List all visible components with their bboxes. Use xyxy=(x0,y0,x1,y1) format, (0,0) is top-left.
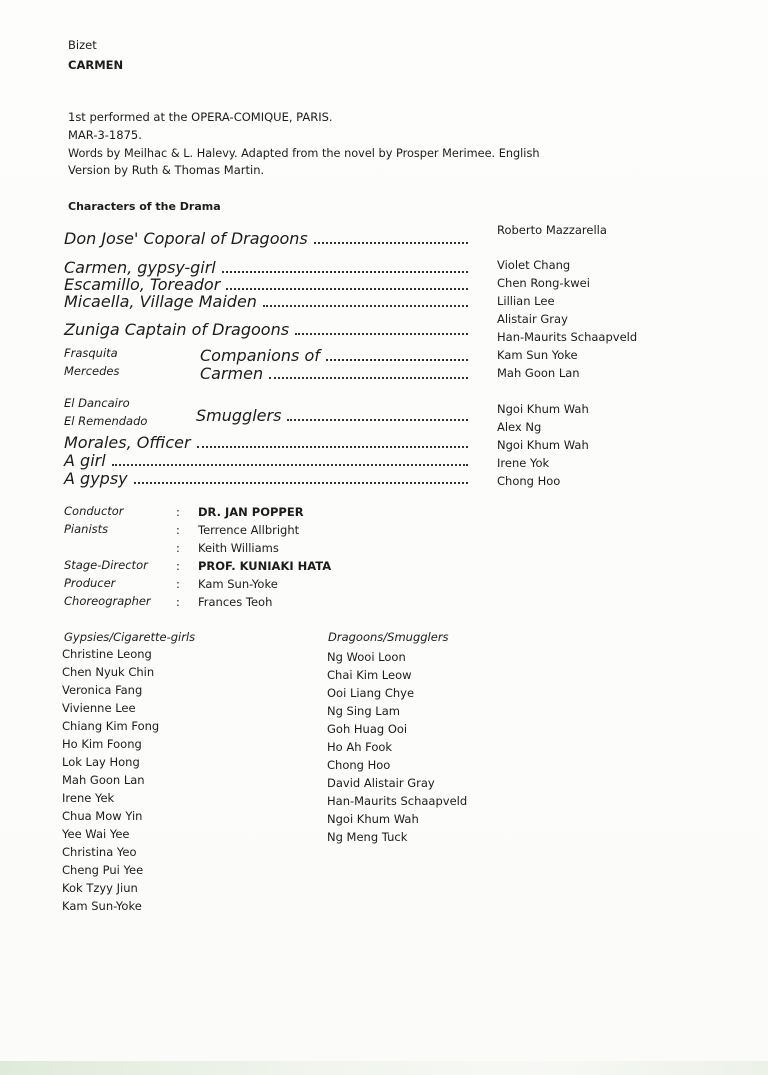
staff-sep: : xyxy=(176,559,180,573)
performed-line: 1st performed at the OPERA-COMIQUE, PARIS. xyxy=(68,110,333,124)
staff-name: DR. JAN POPPER xyxy=(198,505,304,519)
companions-line-2 xyxy=(200,364,474,383)
staff-role: Producer xyxy=(64,576,116,590)
actor-name: Alistair Gray xyxy=(497,312,568,326)
role-line-a-girl xyxy=(64,451,474,470)
role-name: Zuniga Captain of Dragoons xyxy=(64,320,290,339)
cast-member: Yee Wai Yee xyxy=(62,827,130,841)
cast-member: Christine Leong xyxy=(62,647,152,661)
role-name: Mercedes xyxy=(64,364,120,378)
role-line-morales xyxy=(64,433,474,452)
cast-member: Ngoi Khum Wah xyxy=(327,812,419,826)
cast-member: Cheng Pui Yee xyxy=(62,863,144,877)
cast-member: Ng Wooi Loon xyxy=(327,650,406,664)
cast-member: Chong Hoo xyxy=(327,758,391,772)
staff-sep: : xyxy=(176,541,180,555)
companions-line xyxy=(200,346,474,365)
cast-member: Ng Sing Lam xyxy=(327,704,400,718)
role-line-micaella xyxy=(64,292,474,311)
staff-sep: : xyxy=(176,505,180,519)
staff-role: Choreographer xyxy=(64,594,151,608)
role-name: Escamillo, Toreador xyxy=(64,275,221,294)
cast-member: Han-Maurits Schaapveld xyxy=(327,794,468,808)
staff-sep: : xyxy=(176,523,180,537)
cast-member: David Alistair Gray xyxy=(327,776,435,790)
opera-title: CARMEN xyxy=(68,58,124,72)
actor-name: Roberto Mazzarella xyxy=(497,223,607,237)
actor-name: Irene Yok xyxy=(497,456,550,470)
dragoons-heading: Dragoons/Smugglers xyxy=(328,630,449,644)
cast-member: Lok Lay Hong xyxy=(62,755,140,769)
cast-member: Kam Sun-Yoke xyxy=(62,899,142,913)
performance-date: MAR-3-1875. xyxy=(68,128,142,142)
role-name: Frasquita xyxy=(64,346,118,360)
actor-name: Chen Rong-kwei xyxy=(497,276,590,290)
role-name: Morales, Officer xyxy=(64,433,191,452)
staff-name: Kam Sun-Yoke xyxy=(198,577,278,591)
companions-label: Companions of xyxy=(200,346,320,365)
role-line-carmen xyxy=(64,258,474,277)
actor-name: Chong Hoo xyxy=(497,474,561,488)
cast-member: Christina Yeo xyxy=(62,845,137,859)
staff-sep: : xyxy=(176,595,180,609)
actor-name: Ngoi Khum Wah xyxy=(497,402,589,416)
dragoons-list xyxy=(327,648,467,846)
staff-role: Stage-Director xyxy=(64,558,148,572)
role-name: Don Jose' Coporal of Dragoons xyxy=(64,229,308,248)
actor-name: Alex Ng xyxy=(497,420,542,434)
cast-member: Chua Mow Yin xyxy=(62,809,143,823)
role-line-zuniga xyxy=(64,320,474,339)
companions-label: Carmen xyxy=(200,364,264,383)
actor-name: Violet Chang xyxy=(497,258,571,272)
staff-sep: : xyxy=(176,577,180,591)
actor-name: Han-Maurits Schaapveld xyxy=(497,330,638,344)
cast-member: Chai Kim Leow xyxy=(327,668,412,682)
cast-member: Kok Tzyy Jiun xyxy=(62,881,138,895)
gypsies-heading: Gypsies/Cigarette-girls xyxy=(64,630,196,644)
cast-member: Veronica Fang xyxy=(62,683,143,697)
cast-member: Ooi Liang Chye xyxy=(327,686,415,700)
role-line-don-jose xyxy=(64,229,474,248)
composer: Bizet xyxy=(68,38,97,52)
role-name: El Dancairo xyxy=(64,396,130,410)
credits-line-1: Words by Meilhac & L. Halevy. Adapted from the novel by Prosper Merimee. English xyxy=(68,147,540,160)
cast-member: Irene Yek xyxy=(62,791,115,805)
actor-name: Mah Goon Lan xyxy=(497,366,580,380)
characters-heading: Characters of the Drama xyxy=(68,200,221,213)
staff-role: Conductor xyxy=(64,504,124,518)
staff-name: PROF. KUNIAKI HATA xyxy=(198,559,332,573)
cast-member: Ho Kim Foong xyxy=(62,737,142,751)
cast-member: Goh Huag Ooi xyxy=(327,722,408,736)
role-line-escamillo xyxy=(64,275,474,294)
cast-member: Chiang Kim Fong xyxy=(62,719,160,733)
cast-member: Mah Goon Lan xyxy=(62,773,145,787)
actor-name: Kam Sun Yoke xyxy=(497,348,578,362)
staff-role: Pianists xyxy=(64,522,109,536)
gypsies-list xyxy=(62,645,159,915)
role-name: A girl xyxy=(64,451,106,470)
role-name: A gypsy xyxy=(64,469,128,488)
smugglers-label: Smugglers xyxy=(196,406,282,425)
cast-member: Ho Ah Fook xyxy=(327,740,393,754)
smugglers-line xyxy=(196,406,474,425)
role-name: Carmen, gypsy-girl xyxy=(64,258,216,277)
cast-member: Ng Meng Tuck xyxy=(327,830,408,844)
role-name: El Remendado xyxy=(64,414,148,428)
credits-line-2: Version by Ruth & Thomas Martin. xyxy=(68,163,265,177)
role-name: Micaella, Village Maiden xyxy=(64,292,257,311)
staff-name: Keith Williams xyxy=(198,541,279,555)
staff-name: Frances Teoh xyxy=(198,595,273,609)
cast-member: Chen Nyuk Chin xyxy=(62,665,155,679)
actor-name: Lillian Lee xyxy=(497,294,555,308)
staff-name: Terrence Allbright xyxy=(198,523,300,537)
page-edge-shadow xyxy=(0,1061,768,1075)
actor-name: Ngoi Khum Wah xyxy=(497,438,589,452)
cast-member: Vivienne Lee xyxy=(62,701,136,715)
role-line-a-gypsy xyxy=(64,469,474,488)
